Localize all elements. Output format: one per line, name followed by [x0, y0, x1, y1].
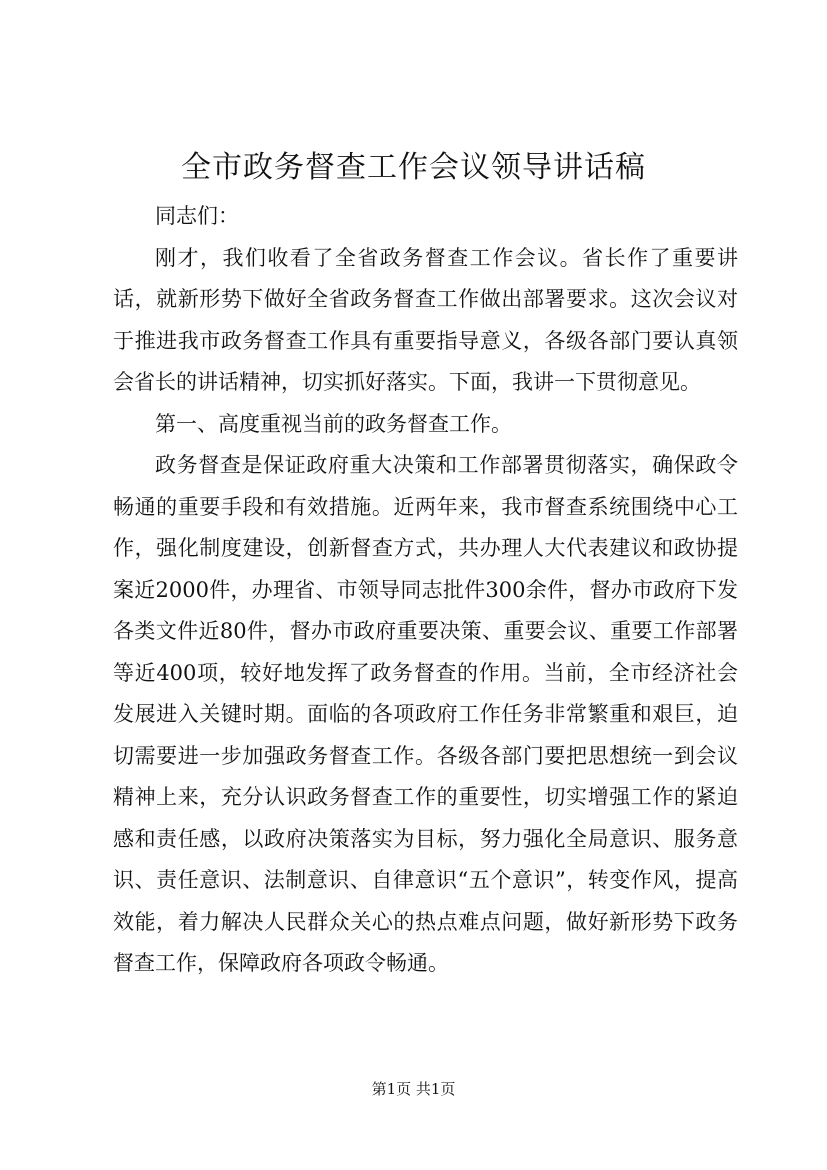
document-body — [113, 196, 738, 985]
paragraph-intro: 刚才，我们收看了全省政务督查工作会议。省长作了重要讲话，就新形势下做好全省政务督查工作做出部署要求。这次会议对于推进我市政务督查工作具有重要指导意义，各级各部门要认真领会省长的讲话精神，切实抓好落实。下面，我讲一下贯彻意见。 — [113, 245, 738, 394]
document-title: 全市政务督查工作会议领导讲话稿 — [181, 150, 646, 185]
paragraph-body: 政务督查是保证政府重大决策和工作部署贯彻落实，确保政令畅通的重要手段和有效措施。近两年来，我市督查系统围绕中心工作，强化制度建设，创新督查方式，共办理人大代表建议和政协提案近2000件，办理省、市领导同志批件300余件，督办市政府下发各类文件近80件，督办市政府重要决策、重要会议、重要工作部署等近400项，较好地发挥了政务督查的作用。当前，全市经济社会发展进入关键时期。面临的各项政府工作任务非常繁重和艰巨，迫切需要进一步加强政务督查工作。各级各部门要把思想统一到会议精神上来，充分认识政务督查工作的重要性，切实增强工作的紧迫感和责任感，以政府决策落实为目标，努力强化全局意识、服务意识、责任意识、法制意识、自律意识“五个意识”，转变作风，提高效能，着力解决人民群众关心的热点难点问题，做好新形势下政务督查工作，保障政府各项政令畅通。 — [113, 453, 738, 975]
salutation: 同志们： — [155, 204, 239, 228]
section-heading-first: 第一、高度重视当前的政务督查工作。 — [155, 411, 512, 436]
page-number-footer: 第1页 共1页 — [371, 1080, 456, 1098]
